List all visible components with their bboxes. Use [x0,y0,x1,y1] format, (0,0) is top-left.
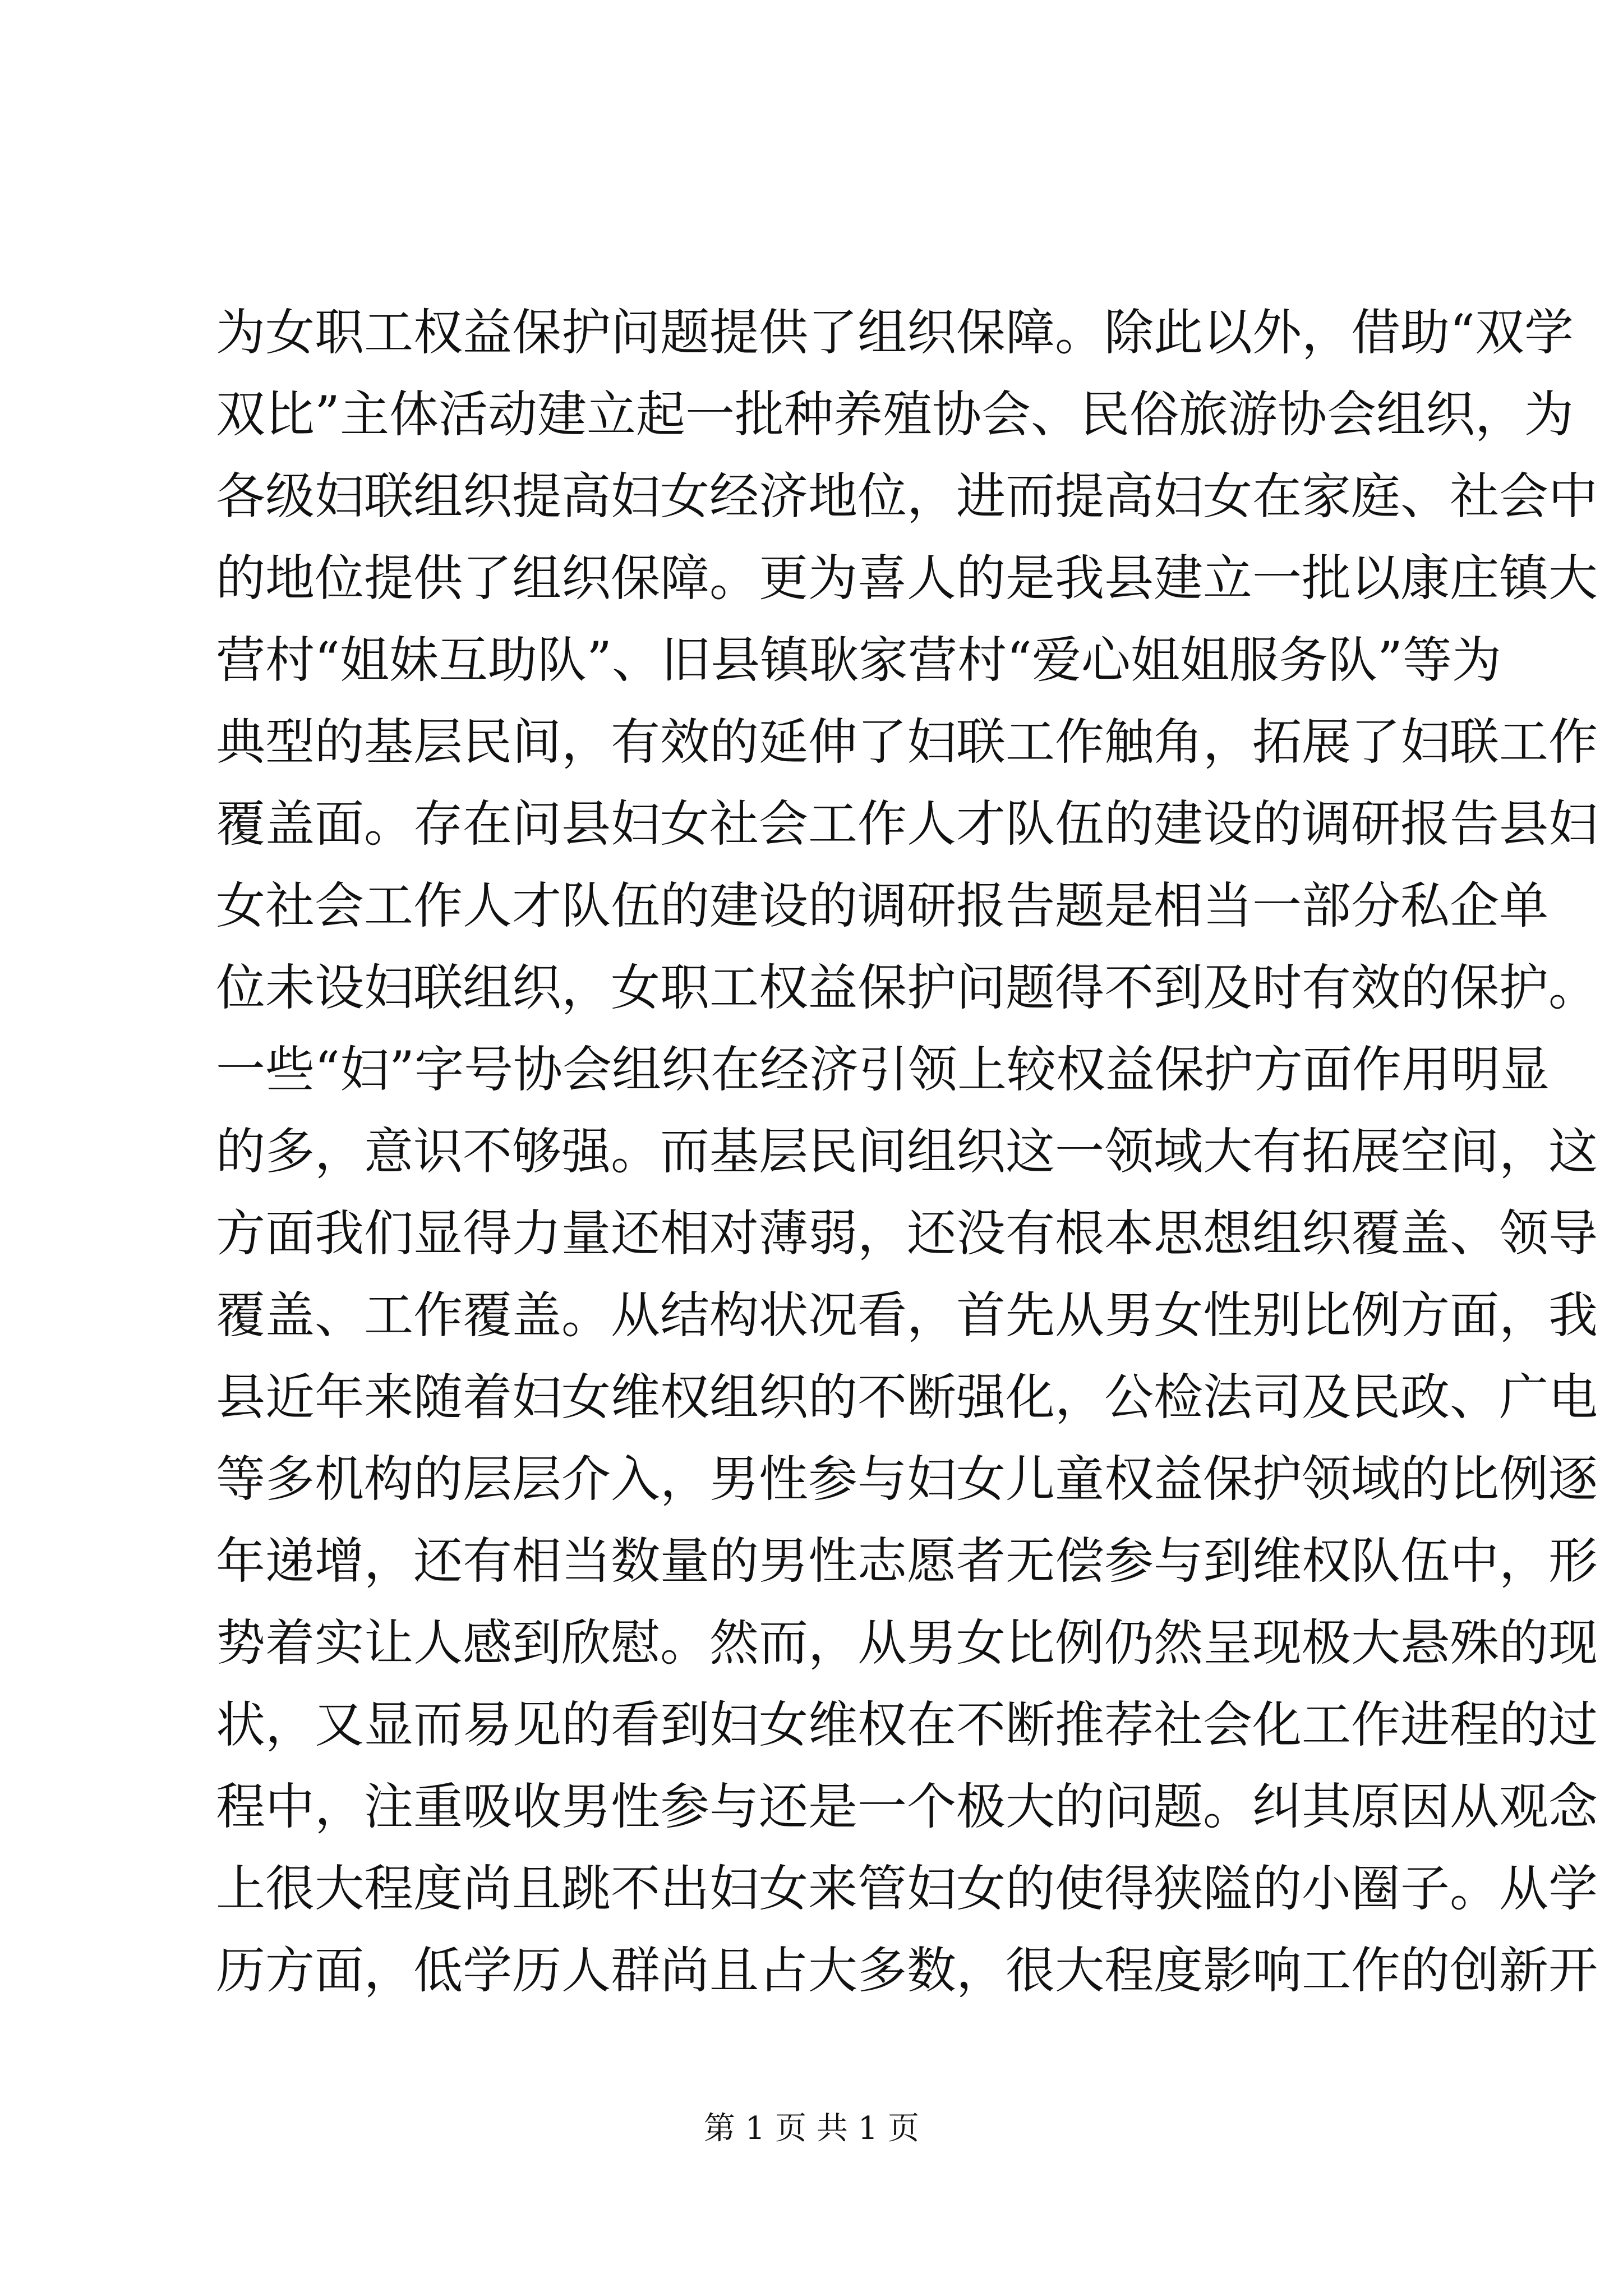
text-line: 各级妇联组织提高妇女经济地位，进而提高妇女在家庭、社会中 [216,467,1598,525]
text-line: 上很大程度尚且跳不出妇女来管妇女的使得狭隘的小圈子。从学 [216,1860,1598,1917]
page-footer: 第 1 页 共 1 页 [703,2110,920,2147]
text-line: 年递增，还有相当数量的男性志愿者无偿参与到维权队伍中，形 [216,1532,1598,1590]
text-line: 营村“姐妹互助队”、旧县镇耿家营村“爱心姐姐服务队”等为 [216,631,1501,689]
text-line: 覆盖、工作覆盖。从结构状况看，首先从男女性别比例方面，我 [216,1286,1598,1344]
text-line: 势着实让人感到欣慰。然而，从男女比例仍然呈现极大悬殊的现 [216,1614,1598,1672]
text-line: 一些“妇”字号协会组织在经济引领上较权益保护方面作用明显 [216,1041,1550,1098]
text-line: 县近年来随着妇女维权组织的不断强化，公检法司及民政、广电 [216,1368,1598,1426]
text-line: 典型的基层民间，有效的延伸了妇联工作触角，拓展了妇联工作 [216,713,1598,771]
text-line: 的地位提供了组织保障。更为喜人的是我县建立一批以康庄镇大 [216,549,1598,607]
text-line: 的多，意识不够强。而基层民间组织这一领域大有拓展空间，这 [216,1122,1598,1180]
text-line: 历方面，低学历人群尚且占大多数，很大程度影响工作的创新开 [216,1941,1598,1999]
text-line: 等多机构的层层介入，男性参与妇女儿童权益保护领域的比例逐 [216,1450,1598,1508]
text-line: 女社会工作人才队伍的建设的调研报告题是相当一部分私企单 [216,877,1549,935]
text-line: 程中，注重吸收男性参与还是一个极大的问题。纠其原因从观念 [216,1778,1598,1835]
text-line: 覆盖面。存在问县妇女社会工作人才队伍的建设的调研报告县妇 [216,795,1598,853]
body-text [216,292,1598,2012]
text-line: 方面我们显得力量还相对薄弱，还没有根本思想组织覆盖、领导 [216,1204,1598,1262]
text-line: 状，又显而易见的看到妇女维权在不断推荐社会化工作进程的过 [216,1696,1598,1754]
text-line: 位未设妇联组织，女职工权益保护问题得不到及时有效的保护。 [216,959,1598,1016]
text-line: 为女职工权益保护问题提供了组织保障。除此以外，借助“双学 [216,303,1574,361]
text-line: 双比”主体活动建立起一批种养殖协会、民俗旅游协会组织，为 [216,385,1574,443]
